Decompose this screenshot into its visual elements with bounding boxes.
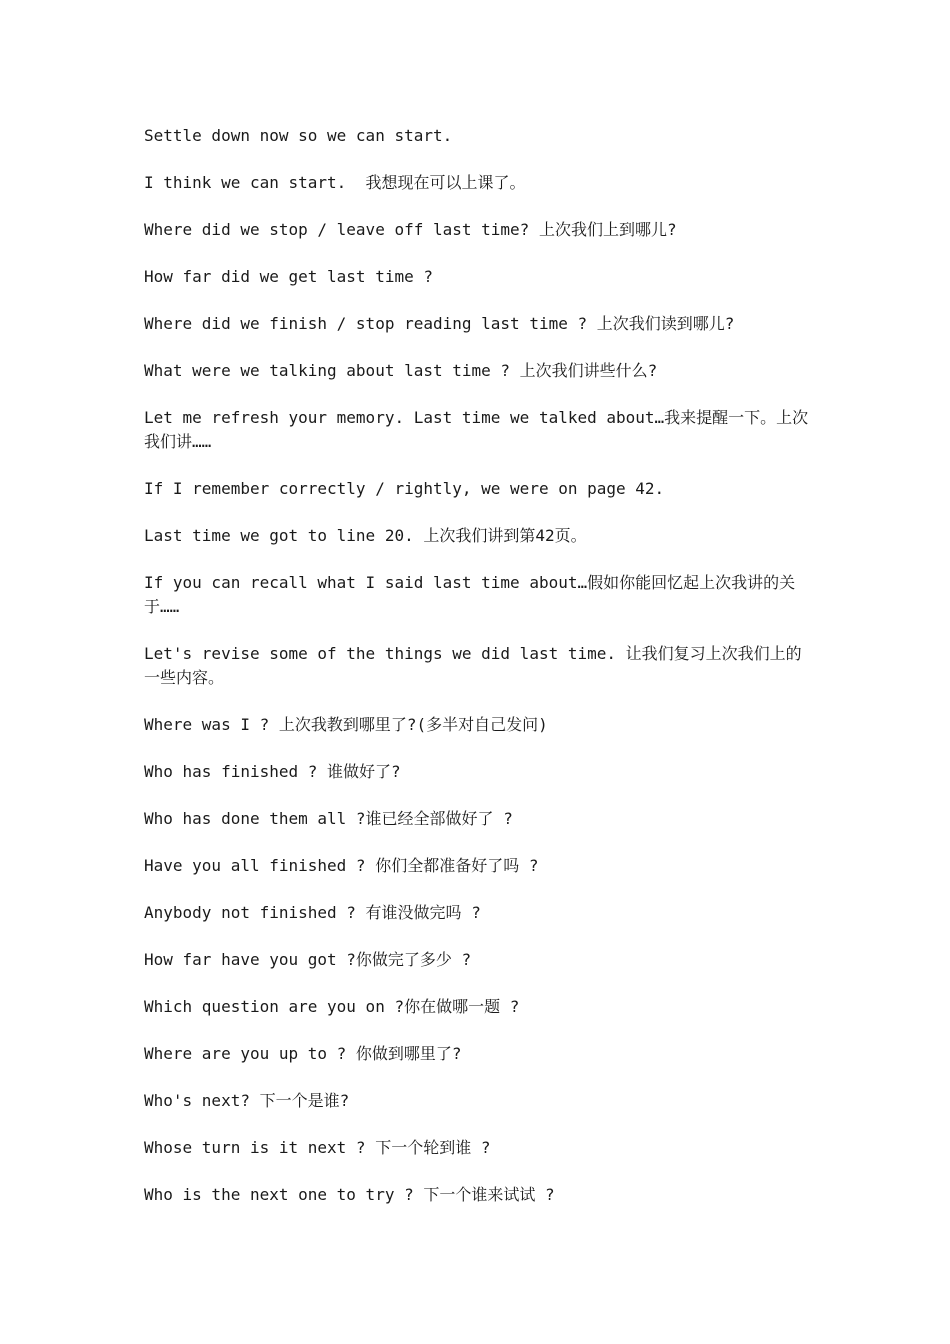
phrase-line: Let's revise some of the things we did last time. 让我们复习上次我们上的一些内容。 xyxy=(144,644,802,687)
phrase-line: Settle down now so we can start. xyxy=(144,126,453,145)
phrase-line: I think we can start. 我想现在可以上课了。 xyxy=(144,173,526,192)
phrase-line: Who has done them all ?谁已经全部做好了 ? xyxy=(144,809,513,828)
phrase-line: Where are you up to ? 你做到哪里了? xyxy=(144,1044,462,1063)
phrase-line: Anybody not finished ? 有谁没做完吗 ? xyxy=(144,903,481,922)
phrase-line: If you can recall what I said last time about…假如你能回忆起上次我讲的关于…… xyxy=(144,573,796,616)
phrase-line: Whose turn is it next ? 下一个轮到谁 ? xyxy=(144,1138,491,1157)
phrase-line: Who has finished ? 谁做好了? xyxy=(144,762,401,781)
document-body xyxy=(144,124,812,1230)
phrase-line: Who's next? 下一个是谁? xyxy=(144,1091,350,1110)
phrase-line: How far did we get last time ? xyxy=(144,267,433,286)
phrase-line: What were we talking about last time ? 上次我们讲些什么? xyxy=(144,361,658,380)
phrase-line: Last time we got to line 20. 上次我们讲到第42页。 xyxy=(144,526,587,545)
phrase-line: Let me refresh your memory. Last time we talked about…我来提醒一下。上次我们讲…… xyxy=(144,408,809,451)
phrase-line: Who is the next one to try ? 下一个谁来试试 ? xyxy=(144,1185,555,1204)
phrase-line: Have you all finished ? 你们全都准备好了吗 ? xyxy=(144,856,539,875)
phrase-line: How far have you got ?你做完了多少 ? xyxy=(144,950,472,969)
phrase-line: Where did we finish / stop reading last time ? 上次我们读到哪儿? xyxy=(144,314,735,333)
phrase-line: Where was I ? 上次我教到哪里了?(多半对自己发问) xyxy=(144,715,548,734)
phrase-line: Which question are you on ?你在做哪一题 ? xyxy=(144,997,520,1016)
phrase-line: If I remember correctly / rightly, we were on page 42. xyxy=(144,479,665,498)
phrase-line: Where did we stop / leave off last time? 上次我们上到哪儿? xyxy=(144,220,677,239)
